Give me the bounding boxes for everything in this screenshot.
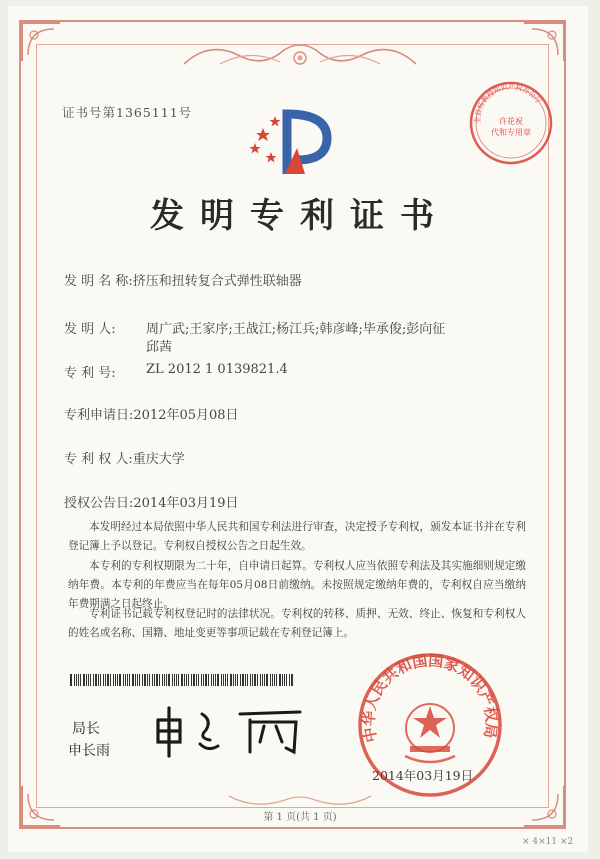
paragraph-3: 专利证书记载专利权登记时的法律状况。专利权的转移、质押、无效、终止、恢复和专利权人的姓名或名称、国籍、地址变更等事项记载在专利登记簿上。 (68, 608, 526, 639)
barcode-bar (237, 674, 238, 686)
barcode-bar (98, 674, 99, 686)
barcode-bar (227, 674, 228, 686)
barcode-bar (78, 674, 79, 686)
field-patent-no-value: ZL 2012 1 0139821.4 (146, 362, 288, 377)
barcode-bar (107, 674, 109, 686)
field-name-value: 挤压和扭转复合式弹性联轴器 (132, 274, 302, 289)
page-number: 第 1 页(共 1 页) (263, 812, 337, 823)
barcode-bar (230, 674, 232, 686)
barcode-bar (90, 674, 91, 686)
barcode-bar (284, 674, 285, 686)
barcode-bar (286, 674, 287, 686)
barcode-bar (172, 674, 173, 686)
barcode-bar (105, 674, 106, 686)
field-holder-value: 重庆大学 (132, 452, 185, 467)
barcode-bar (274, 674, 275, 686)
director-title: 局长 (72, 721, 100, 737)
barcode-bar (289, 674, 290, 686)
barcode-bar (76, 674, 77, 686)
field-patent-no-label: 专 利 号: (64, 366, 116, 381)
barcode-bar (168, 674, 170, 686)
barcode-bar (245, 674, 246, 686)
barcode-bar (176, 674, 177, 686)
barcode-bar (103, 674, 104, 686)
barcode-bar (291, 674, 293, 686)
barcode (70, 674, 296, 686)
barcode-bar (142, 674, 143, 686)
barcode-bar (110, 674, 111, 686)
barcode-bar (193, 674, 195, 686)
field-inventors-value-1: 周广武;王家序;王战江;杨江兵;韩彦峰;毕承俊;彭向征 (146, 322, 446, 337)
barcode-bar (240, 674, 241, 686)
barcode-bar (139, 674, 140, 686)
barcode-bar (149, 674, 150, 686)
corner-mark: × 4×11 ×2 (522, 837, 574, 847)
barcode-bar (184, 674, 185, 686)
barcode-bar (147, 674, 148, 686)
barcode-bar (83, 674, 85, 686)
barcode-bar (181, 674, 183, 686)
corner-ornament-top-left (20, 21, 62, 63)
field-inventors-label: 发 明 人: (64, 322, 116, 337)
stamp-line-2: 代和专用章 (491, 128, 531, 137)
barcode-bar (135, 674, 136, 686)
field-holder-label: 专 利 权 人: (64, 452, 133, 467)
field-inventors-value-2: 邱茜 (146, 340, 173, 355)
barcode-bar (215, 674, 216, 686)
barcode-bar (250, 674, 251, 686)
barcode-bar (270, 674, 271, 686)
barcode-bar (201, 674, 202, 686)
stamp-ring-text: 全县杨教授知识产权办公厅 (473, 83, 543, 124)
barcode-bar (127, 674, 128, 686)
barcode-bar (115, 674, 116, 686)
barcode-bar (217, 674, 219, 686)
barcode-bar (264, 674, 265, 686)
field-name (64, 270, 302, 289)
seal-date: 2014年03月19日 (372, 768, 474, 783)
barcode-bar (93, 674, 94, 686)
barcode-bar (159, 674, 160, 686)
field-filing-date (64, 404, 239, 423)
field-grant-date-label: 授权公告日: (64, 496, 134, 511)
barcode-bar (86, 674, 87, 686)
barcode-bar (162, 674, 163, 686)
barcode-bar (276, 674, 277, 686)
barcode-bar (235, 674, 236, 686)
director-signature (150, 700, 310, 760)
paragraph-1: 本发明经过本局依照中华人民共和国专利法进行审查，决定授予专利权，颁发本证书并在专利登记簿上予以登记。专利权自授权公告之日起生效。 (68, 521, 526, 552)
barcode-bar (74, 674, 75, 686)
barcode-bar (196, 674, 197, 686)
barcode-bar (152, 674, 153, 686)
barcode-bar (125, 674, 126, 686)
field-name-label: 发 明 名 称: (64, 274, 133, 289)
barcode-bar (144, 674, 146, 686)
barcode-bar (282, 674, 283, 686)
barcode-bar (254, 674, 256, 686)
barcode-bar (262, 674, 263, 686)
barcode-bar (257, 674, 258, 686)
barcode-bar (266, 674, 268, 686)
barcode-bar (154, 674, 155, 686)
barcode-bar (252, 674, 253, 686)
barcode-bar (164, 674, 165, 686)
barcode-bar (70, 674, 72, 686)
paragraph-2: 本专利的专利权期限为二十年，自申请日起算。专利权人应当依照专利法及其实施细则规定缴纳年费。本专利的年费应当在每年05月08日前缴纳。未按照规定缴纳年费的，专利权自应当缴纳年费期满之日起终止。 (68, 560, 526, 610)
barcode-bar (186, 674, 187, 686)
seal-ring-text: 中华人民共和国国家知识产权局 (359, 651, 501, 744)
barcode-bar (211, 674, 212, 686)
barcode-bar (247, 674, 248, 686)
barcode-bar (117, 674, 118, 686)
barcode-bar (242, 674, 244, 686)
barcode-bar (132, 674, 134, 686)
barcode-bar (213, 674, 214, 686)
barcode-bar (166, 674, 167, 686)
barcode-bar (198, 674, 199, 686)
barcode-bar (123, 674, 124, 686)
director-name: 申长雨 (68, 743, 110, 759)
barcode-bar (279, 674, 281, 686)
barcode-bar (80, 674, 81, 686)
barcode-bar (233, 674, 234, 686)
agency-stamp (468, 80, 554, 166)
barcode-bar (221, 674, 222, 686)
barcode-bar (188, 674, 189, 686)
field-holder (64, 448, 185, 467)
certificate-number: 证书号第1365111号 (62, 105, 193, 120)
field-filing-date-label: 专利申请日: (64, 408, 134, 423)
barcode-bar (95, 674, 97, 686)
barcode-bar (129, 674, 130, 686)
barcode-bar (223, 674, 224, 686)
barcode-bar (113, 674, 114, 686)
barcode-bar (203, 674, 204, 686)
page-title: 发明专利证书 (150, 196, 450, 236)
barcode-bar (272, 674, 273, 686)
field-filing-date-value: 2012年05月08日 (133, 408, 239, 423)
corner-ornament-top-right (524, 21, 566, 63)
barcode-bar (119, 674, 121, 686)
field-grant-date-value: 2014年03月19日 (133, 496, 239, 511)
barcode-bar (88, 674, 89, 686)
barcode-bar (100, 674, 101, 686)
barcode-bar (178, 674, 179, 686)
barcode-bar (208, 674, 209, 686)
barcode-bar (174, 674, 175, 686)
patent-office-logo-icon (245, 108, 345, 178)
barcode-bar (191, 674, 192, 686)
barcode-bar (205, 674, 207, 686)
barcode-bar (225, 674, 226, 686)
barcode-bar (156, 674, 158, 686)
barcode-bar (137, 674, 138, 686)
field-grant-date (64, 492, 239, 511)
stamp-line-1: 许花祝 (499, 117, 523, 126)
barcode-bar (260, 674, 261, 686)
top-scroll-ornament (180, 38, 420, 72)
